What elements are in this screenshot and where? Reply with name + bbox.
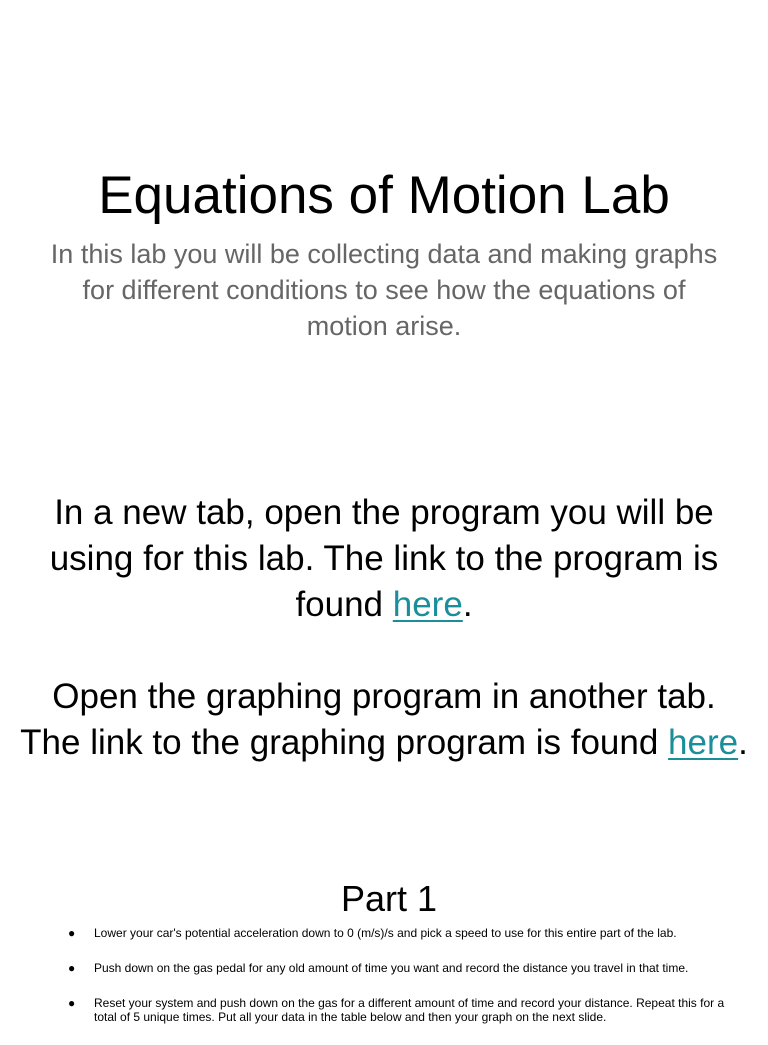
bullet-icon: ● — [68, 961, 76, 975]
page-title: Equations of Motion Lab — [98, 166, 670, 225]
program-link[interactable]: here — [392, 585, 463, 624]
list-item-text: Reset your system and push down on the gas for a different amount of time and record your distance. Repeat this for a total of 5 unique times. Put all your data in the table below and then your graph on the next slide. — [94, 996, 725, 1024]
graphing-instruction-text: Open the graphing program in another tab. The link to the graphing program is found — [20, 677, 716, 762]
bullet-icon: ● — [68, 996, 76, 1010]
list-item-text: Push down on the gas pedal for any old amount of time you want and record the distance you travel in that time. — [94, 961, 689, 975]
program-instruction-period: . — [462, 585, 473, 624]
list-item — [64, 926, 748, 940]
program-instruction — [20, 490, 748, 628]
list-item-text: Lower your car's potential acceleration down to 0 (m/s)/s and pick a speed to use for this entire part of the lab. — [94, 926, 677, 940]
part1-heading: Part 1 — [340, 878, 438, 919]
graphing-instruction — [20, 674, 748, 766]
page-subtitle: In this lab you will be collecting data and making graphs for different conditions to see how the equations of motion arise. — [50, 239, 718, 341]
list-item — [64, 961, 748, 975]
list-item — [64, 996, 748, 1024]
instructions-section — [20, 490, 748, 766]
graphing-program-link[interactable]: here — [668, 723, 739, 762]
graphing-instruction-period: . — [738, 723, 748, 762]
bullet-icon: ● — [68, 926, 76, 940]
program-instruction-text: In a new tab, open the program you will be using for this lab. The link to the program is found — [49, 493, 719, 624]
part1-steps-list — [64, 926, 748, 1045]
